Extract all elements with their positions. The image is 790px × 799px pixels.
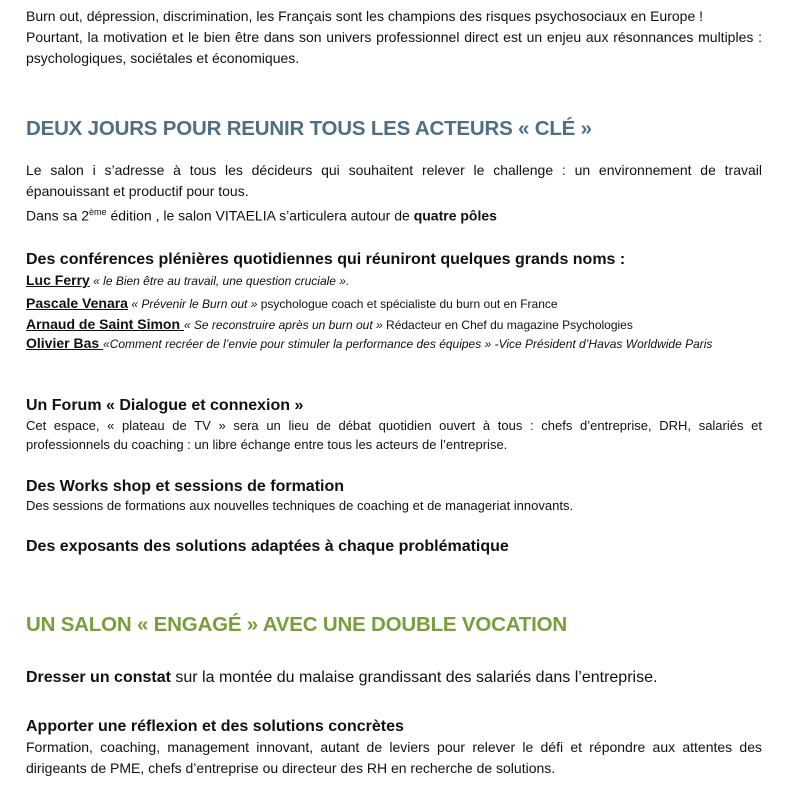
p2-mid: édition , le salon VITAELIA s’articulera autour de (106, 207, 414, 224)
forum-block (26, 396, 762, 454)
conferences-block (26, 250, 762, 353)
intro-line-2: Pourtant, la motivation et le bien être dans son univers professionnel direct est un enjeu aux résonnances multiples : psychologiques, sociétales et économiques. (26, 29, 762, 66)
speaker-2-name: Pascale Venara (26, 295, 128, 311)
constat-block (26, 669, 762, 687)
speaker-2 (26, 294, 762, 313)
workshop-text: Des sessions de formations aux nouvelles techniques de coaching et de manageriat innovants. (26, 498, 574, 513)
p2-bold: quatre pôles (413, 207, 497, 224)
p2-prefix: Dans sa 2 (26, 207, 90, 224)
intro-line-1: Burn out, dépression, discrimination, les Français sont les champions des risques psychosociaux en Europe ! (26, 8, 704, 24)
section1-paragraph-1: Le salon i s’adresse à tous les décideurs qui souhaitent relever le challenge : un environnement de travail épanouissant et productif pour tous. (26, 162, 762, 199)
constat-rest: sur la montée du malaise grandissant des salariés dans l’entreprise. (170, 669, 658, 686)
speaker-1-quote: « le Bien être au travail, une question cruciale ». (89, 274, 350, 288)
section1-heading-block (26, 117, 762, 141)
speaker-3 (26, 315, 762, 334)
exposants-title: Des exposants des solutions adaptées à chaque problématique (26, 538, 509, 555)
speaker-3-desc: Rédacteur en Chef du magazine Psychologies (382, 318, 633, 332)
speaker-1-name: Luc Ferry (26, 272, 90, 288)
reflexion-text: Formation, coaching, management innovant, autant de leviers pour relever le défi et répondre aux attentes des dirigeants de PME, chefs d’entreprise ou directeur des RH en recherche de solutions. (26, 739, 762, 776)
speaker-2-desc: psychologue coach et spécialiste du burn out en France (257, 297, 558, 311)
workshop-title: Des Works shop et sessions de formation (26, 478, 345, 495)
speaker-3-name: Arnaud de Saint Simon (26, 316, 184, 332)
workshop-block (26, 477, 762, 515)
p2-sup: ème (89, 207, 107, 217)
speaker-2-quote: « Prévenir le Burn out » (127, 297, 258, 311)
forum-title: Un Forum « Dialogue et connexion » (26, 397, 304, 414)
section1-title: DEUX JOURS POUR REUNIR TOUS LES ACTEURS « CLÉ » (26, 117, 592, 140)
speaker-4-name: Olivier Bas (26, 335, 104, 351)
constat-bold: Dresser un constat (26, 669, 171, 686)
section1-paragraph-2 (26, 202, 762, 227)
exposants-block (26, 537, 762, 557)
section2-heading-block (26, 613, 762, 637)
section2-title: UN SALON « ENGAGÉ » AVEC UNE DOUBLE VOCATION (26, 613, 567, 636)
intro-block (26, 6, 762, 69)
section1-body (26, 160, 762, 227)
speaker-3-quote: « Se reconstruire après un burn out » (183, 318, 383, 332)
speaker-1 (26, 271, 762, 290)
speaker-4 (26, 334, 762, 353)
reflexion-block (26, 717, 762, 779)
conferences-title: Des conférences plénières quotidiennes qui réuniront quelques grands noms : (26, 251, 626, 268)
forum-text: Cet espace, « plateau de TV » sera un lieu de débat quotidien ouvert à tous : chefs d’entreprise, DRH, salariés et professionnels du coaching : un libre échange entre tous les acteurs de l’entreprise. (26, 418, 762, 452)
constat-line (26, 669, 762, 687)
reflexion-title: Apporter une réflexion et des solutions concrètes (26, 718, 404, 735)
speaker-4-quote: «Comment recréer de l’envie pour stimuler la performance des équipes » -Vice Président d’Havas Worldwide Paris (103, 337, 713, 351)
